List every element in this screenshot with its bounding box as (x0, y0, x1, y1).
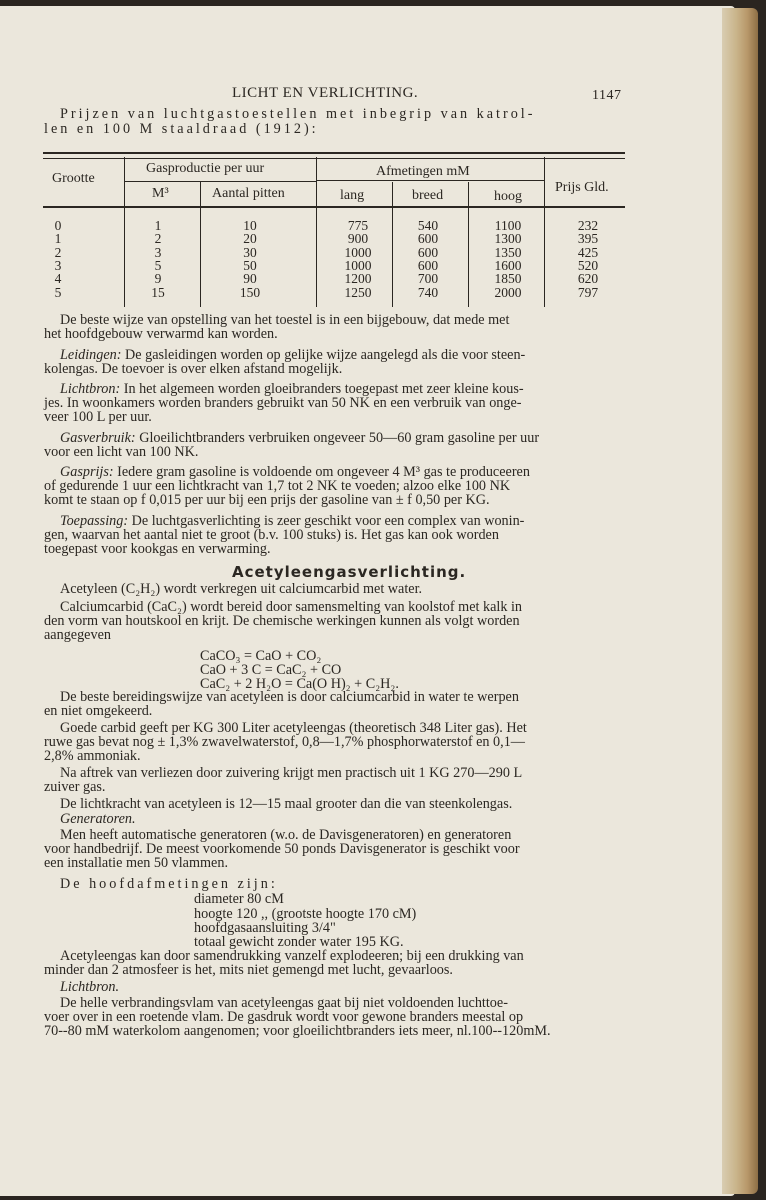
table-cell-breed: 700 (417, 271, 439, 287)
table-cell-grootte: 2 (54, 244, 62, 260)
para-acet-3a: De beste bereidingswijze van acetyleen is door calciumcarbid in water te werpen (60, 689, 519, 705)
th-hoog: hoog (494, 189, 522, 204)
para-lb-1: De helle verbrandingsvlam van acetyleengas gaat bij niet voldoenden luchttoe- (60, 995, 508, 1011)
table-cell-m3: 2 (154, 231, 162, 247)
para-gasprijs-3: komt te staan op f 0,015 per uur bij een prijs der gasoline van ± f 0,50 per KG. (44, 492, 490, 508)
para-gasprijs-2: of gedurende 1 uur een lichtkracht van 1,7 tot 2 NK te voeden; alzoo elke 100 NK (44, 478, 511, 494)
table-cell-lang: 1000 (344, 257, 372, 273)
table-cell-prijs: 425 (577, 244, 599, 260)
gasverbruik-text: Gloeilichtbranders verbruiken ongeveer 50—60 gram gasoline per uur (135, 430, 540, 446)
para-leidingen-2: kolengas. De toevoer is over elken afstand mogelijk. (44, 361, 343, 377)
label-lichtbron-2 (60, 981, 119, 995)
para-acet-4a: Goede carbid geeft per KG 300 Liter acetyleengas (theoretisch 348 Liter gas). Het (60, 720, 527, 736)
para-lichtbron-3: veer 100 L per uur. (44, 409, 152, 425)
para-acet-2c: aangegeven (44, 627, 111, 643)
table-cell-grootte: 0 (54, 218, 62, 233)
th-pitten: Aantal pitten (212, 186, 285, 201)
th-m3: M³ (152, 186, 169, 201)
table-cell-lang: 1250 (344, 284, 372, 300)
table-cell-hoog: 1100 (494, 218, 522, 233)
table-cell-breed: 600 (417, 231, 439, 247)
page-number: 1147 (592, 88, 622, 103)
running-title: LICHT EN VERLICHTING. (232, 85, 419, 101)
table-cell-breed: 600 (417, 257, 439, 273)
para-acet-5a: Na aftrek van verliezen door zuivering krijgt men practisch uit 1 KG 270—290 L (60, 765, 523, 781)
equation-1: CaCO₃ = CaO + CO₂ (200, 648, 322, 664)
th-prijs: Prijs Gld. (555, 180, 609, 195)
para-acet-4b: ruwe gas bevat nog ± 1,3% zwavelwaterstof, 0,8—1,7% phosphorwaterstof en 0,1— (44, 734, 525, 750)
table-cell-pitten: 90 (243, 271, 257, 287)
para-acet-6: De lichtkracht van acetyleen is 12—15 maal grooter dan die van steenkolengas. (60, 796, 513, 812)
table-cell-hoog: 1850 (494, 271, 522, 287)
label-gasprijs: Gasprijs: (60, 464, 114, 480)
para-acet-2b: den vorm van houtskool en krijt. De chemische werkingen kunnen als volgt worden (44, 613, 520, 629)
para-gen-1: Men heeft automatische generatoren (w.o. de Davisgeneratoren) en generatoren (60, 827, 512, 843)
table-cell-m3: 1 (154, 218, 162, 233)
col-divider (124, 157, 125, 307)
para-lichtbron-2: jes. In woonkamers worden branders gebruikt van 50 NK en een verbruik van onge- (44, 395, 522, 411)
para-gen-3: een installatie men 50 vlammen. (44, 855, 228, 871)
th-breed: breed (412, 188, 444, 203)
label-gasverbruik: Gasverbruik: (60, 430, 136, 446)
gasproductie-rule (124, 181, 316, 182)
col-divider (200, 182, 201, 307)
th-lang: lang (340, 188, 365, 203)
table-cell-pitten: 20 (243, 231, 257, 247)
intro-line-1: Prijzen van luchtgastoestellen met inbegrip van katrol- (60, 106, 536, 122)
table-cell-breed: 540 (417, 218, 439, 233)
th-grootte: Grootte (52, 171, 95, 186)
leidingen-text: De gasleidingen worden op gelijke wijze aangelegd als die voor steen- (121, 347, 526, 363)
th-afmetingen: Afmetingen mM (376, 164, 470, 179)
table-cell-pitten: 150 (239, 284, 261, 300)
table-cell-breed: 600 (417, 244, 439, 260)
para-acet-2a: Calciumcarbid (CaC₂) wordt bereid door samensmelting van koolstof met kalk in (60, 599, 522, 615)
para-lb-3: 70--80 mM waterkolom aangenomen; voor gloeilichtbranders iets meer, nl.100--120mM. (44, 1023, 551, 1039)
table-cell-pitten: 50 (243, 257, 257, 273)
table-top-rule (43, 152, 625, 159)
hoofdafmetingen: De hoofdafmetingen zijn: (60, 876, 278, 892)
dim-3: hoofdgasaansluiting 3/4" (194, 920, 336, 936)
table-cell-prijs: 797 (577, 284, 599, 300)
table-cell-lang: 775 (347, 218, 369, 233)
table-cell-grootte: 1 (54, 231, 62, 247)
table-cell-pitten: 30 (243, 244, 257, 260)
para-acet-4c: 2,8% ammoniak. (44, 748, 141, 764)
dim-2: hoogte 120 ,, (grootste hoogte 170 cM) (194, 906, 417, 922)
col-divider (392, 182, 393, 307)
section-heading: Acetyleengasverlichting. (232, 563, 467, 581)
dim-1: diameter 80 cM (194, 891, 284, 907)
col-divider (316, 157, 317, 307)
table-cell-grootte: 3 (54, 257, 62, 273)
page-edge (722, 8, 758, 1194)
label-generatoren (60, 813, 136, 827)
table-header-rule (43, 206, 625, 210)
dim-4: totaal gewicht zonder water 195 KG. (194, 934, 404, 950)
table-cell-prijs: 520 (577, 257, 599, 273)
th-gasproductie: Gasproductie per uur (146, 161, 265, 176)
col-divider (468, 182, 469, 307)
table-cell-prijs: 232 (577, 218, 599, 233)
label-lichtbron: Lichtbron: (60, 381, 121, 397)
intro-line-2: len en 100 M staaldraad (1912): (44, 121, 319, 137)
table-cell-breed: 740 (417, 284, 439, 300)
table-cell-m3: 9 (154, 271, 162, 287)
table-cell-lang: 1200 (344, 271, 372, 287)
table-cell-grootte: 5 (54, 284, 62, 300)
table-cell-hoog: 2000 (494, 284, 522, 300)
para-acet-5b: zuiver gas. (44, 779, 106, 795)
para-gasverbruik-2: voor een licht van 100 NK. (44, 444, 199, 460)
para-toepassing-3: toegepast voor kookgas en verwarming. (44, 541, 271, 557)
table-cell-prijs: 395 (577, 231, 599, 247)
table-cell-grootte: 4 (54, 271, 62, 287)
equation-3: CaC₂ + 2 H₂O = Ca(O H)₂ + C₂H₂. (200, 676, 399, 692)
para-acet-7a: Acetyleengas kan door samendrukking vanzelf explodeeren; bij een drukking van (60, 948, 524, 964)
toepassing-text: De luchtgasverlichting is zeer geschikt voor een complex van wonin- (128, 513, 525, 529)
table-cell-pitten: 10 (243, 218, 257, 233)
label-leidingen: Leidingen: (60, 347, 122, 363)
equation-2: CaO + 3 C = CaC₂ + CO (200, 662, 342, 678)
table-cell-lang: 900 (347, 231, 369, 247)
para-lb-2: voer over in een roetende vlam. De gasdruk wordt voor gewone branders meestal op (44, 1009, 524, 1025)
para-gen-2: voor handbedrijf. De meest voorkomende 50 ponds Davisgenerator is geschikt voor (44, 841, 520, 857)
lichtbron2-label-text: Lichtbron. (60, 979, 119, 995)
label-toepassing: Toepassing: (60, 513, 129, 529)
table-cell-m3: 5 (154, 257, 162, 273)
table-cell-prijs: 620 (577, 271, 599, 287)
para-acet-1: Acetyleen (C₂H₂) wordt verkregen uit calciumcarbid met water. (60, 581, 423, 597)
para-opstelling-1: De beste wijze van opstelling van het toestel is in een bijgebouw, dat mede met (60, 312, 510, 328)
para-acet-3b: en niet omgekeerd. (44, 703, 153, 719)
afmetingen-rule (316, 180, 544, 181)
table-cell-m3: 3 (154, 244, 162, 260)
table-cell-hoog: 1350 (494, 244, 522, 260)
para-acet-7b: minder dan 2 atmosfeer is het, mits niet gemengd met lucht, gevaarloos. (44, 962, 453, 978)
para-toepassing-2: gen, waarvan het aantal niet te groot (b.v. 100 stuks) is. Het gas kan ook worden (44, 527, 499, 543)
table-cell-hoog: 1300 (494, 231, 522, 247)
lichtbron-text: In het algemeen worden gloeibranders toegepast met zeer kleine kous- (120, 381, 524, 397)
table-cell-m3: 15 (151, 284, 165, 300)
gasprijs-text: Iedere gram gasoline is voldoende om ongeveer 4 M³ gas te produceeren (113, 464, 530, 480)
table-cell-hoog: 1600 (494, 257, 522, 273)
generatoren-label-text: Generatoren. (60, 811, 136, 827)
para-opstelling-2: het hoofdgebouw verwarmd kan worden. (44, 326, 278, 342)
col-divider (544, 157, 545, 307)
table-cell-lang: 1000 (344, 244, 372, 260)
